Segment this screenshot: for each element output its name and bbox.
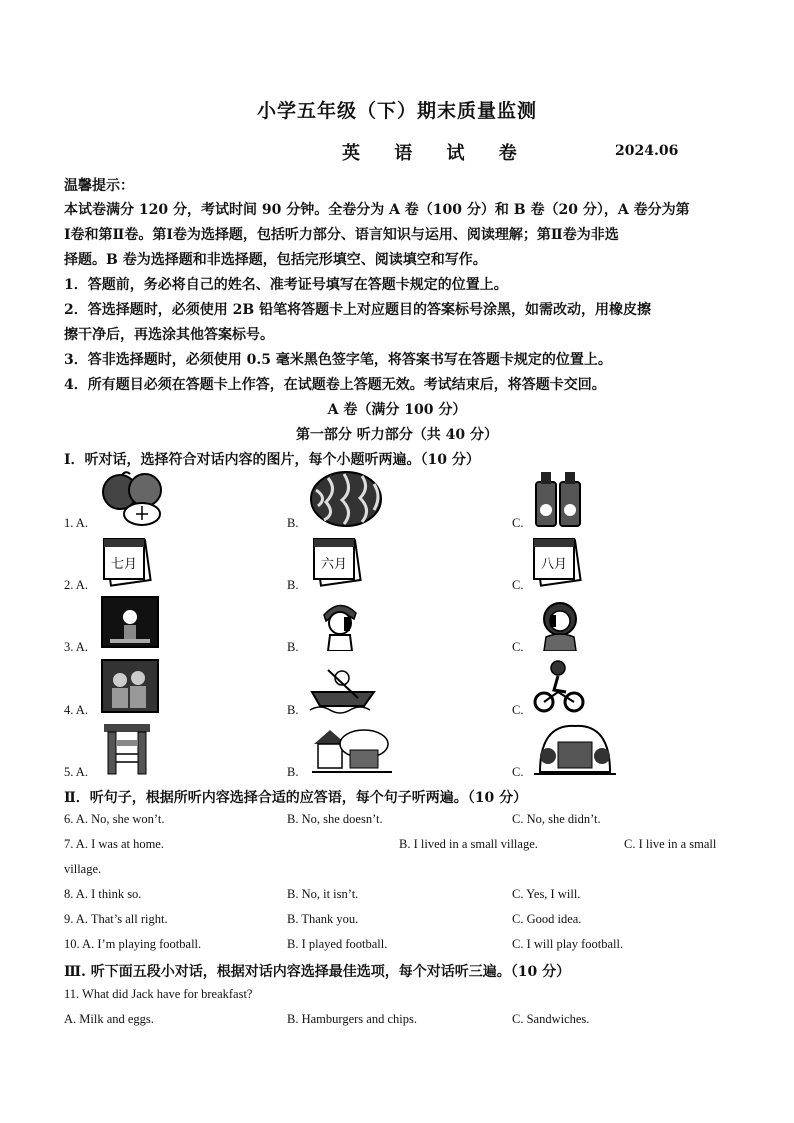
notice-line: 擦干净后，再选涂其他答案标号。	[64, 327, 274, 343]
park-icon	[532, 720, 618, 778]
option-label: C.	[512, 578, 524, 592]
part1-title: 第一部分 听力部分（共 40 分）	[295, 427, 499, 443]
question-8-c: C. Yes, I will.	[512, 887, 581, 901]
option-label: B.	[287, 516, 299, 530]
part3-heading: Ⅲ. 听下面五段小对话，根据对话内容选择最佳选项，每个对话听三遍。（10 分）	[64, 964, 571, 980]
notice-line: 2．答选择题时，必须使用 2B 铅笔将答题卡上对应题目的答案标号涂黑，如需改动，用橡皮擦	[64, 302, 652, 318]
question-11-b: B. Hamburgers and chips.	[287, 1012, 417, 1026]
exam-subtitle: 英 语 试 卷	[342, 143, 531, 164]
question-9-a: 9. A. That’s all right.	[64, 912, 168, 926]
question-6-c: C. No, she didn’t.	[512, 812, 601, 826]
option-label: B.	[287, 765, 299, 779]
watermelon-icon	[308, 470, 384, 528]
calendar-label: 七月	[110, 557, 138, 572]
option-label: C.	[512, 516, 524, 530]
option-label: 5. A.	[64, 765, 88, 779]
question-6-b: B. No, she doesn’t.	[287, 812, 383, 826]
question-10-a: 10. A. I’m playing football.	[64, 937, 202, 951]
calendar-august-icon	[530, 533, 586, 589]
cycling-icon	[532, 658, 588, 714]
question-7-b: B. I lived in a small village.	[399, 837, 538, 851]
question-8-b: B. No, it isn’t.	[287, 887, 359, 901]
question-7-c-cont: village.	[64, 862, 102, 876]
teacher-blackboard-icon	[100, 595, 160, 651]
question-11-a: A. Milk and eggs.	[64, 1012, 154, 1026]
option-label: B.	[287, 703, 299, 717]
question-10-b: B. I played football.	[287, 937, 388, 951]
woman-phone-icon	[530, 595, 590, 651]
girl-phone-icon	[310, 595, 370, 651]
notice-line: 3．答非选择题时，必须使用 0.5 毫米黑色签字笔，将答案书写在答题卡规定的位置上。	[64, 352, 612, 368]
option-label: 2. A.	[64, 578, 88, 592]
notice-line: 1．答题前，务必将自己的姓名、准考证号填写在答题卡规定的位置上。	[64, 277, 508, 293]
question-11: 11. What did Jack have for breakfast?	[64, 987, 253, 1001]
question-11-c: C. Sandwiches.	[512, 1012, 590, 1026]
question-7-a: 7. A. I was at home.	[64, 837, 164, 851]
exam-title: 小学五年级（下）期末质量监测	[256, 100, 537, 122]
notice-line: 本试卷满分 120 分，考试时间 90 分钟。全卷分为 A 卷（100 分）和 B 卷（20 分），A 卷分为第	[64, 202, 690, 218]
notice-line: 择题。B 卷为选择题和非选择题，包括完形填空、阅读填空和写作。	[64, 252, 487, 268]
calendar-label: 六月	[320, 557, 348, 572]
question-8-a: 8. A. I think so.	[64, 887, 142, 901]
option-label: 1. A.	[64, 516, 88, 530]
apples-icon	[100, 470, 170, 528]
option-label: C.	[512, 703, 524, 717]
boating-icon	[308, 658, 378, 714]
calendar-june-icon	[310, 533, 366, 589]
option-label: C.	[512, 765, 524, 779]
notice-line: Ⅰ卷和第Ⅱ卷。第Ⅰ卷为选择题，包括听力部分、语言知识与运用、阅读理解；第Ⅱ卷为非选	[64, 227, 619, 243]
question-6-a: 6. A. No, she won’t.	[64, 812, 165, 826]
question-10-c: C. I will play football.	[512, 937, 624, 951]
notice-line: 4．所有题目必须在答题卡上作答，在试题卷上答题无效。考试结束后，将答题卡交回。	[64, 377, 606, 393]
option-label: 3. A.	[64, 640, 88, 654]
family-photo-icon	[100, 658, 160, 714]
option-label: B.	[287, 578, 299, 592]
notice-heading: 温馨提示：	[64, 178, 134, 194]
calendar-july-icon	[100, 533, 156, 589]
village-icon	[310, 720, 394, 778]
gate-building-icon	[100, 720, 154, 778]
option-label: 4. A.	[64, 703, 88, 717]
question-9-b: B. Thank you.	[287, 912, 359, 926]
question-9-c: C. Good idea.	[512, 912, 582, 926]
question-7-c: C. I live in a small	[624, 837, 717, 851]
part1-heading: Ⅰ．听对话，选择符合对话内容的图片，每个小题听两遍。（10 分）	[64, 452, 480, 468]
exam-date: 2024.06	[615, 143, 679, 159]
option-label: B.	[287, 640, 299, 654]
juice-bottles-icon	[530, 468, 586, 528]
option-label: C.	[512, 640, 524, 654]
calendar-label: 八月	[540, 557, 568, 572]
section-a-title: A 卷（满分 100 分）	[327, 402, 467, 418]
part2-heading: Ⅱ．听句子，根据所听内容选择合适的应答语，每个句子听两遍。（10 分）	[64, 790, 528, 806]
